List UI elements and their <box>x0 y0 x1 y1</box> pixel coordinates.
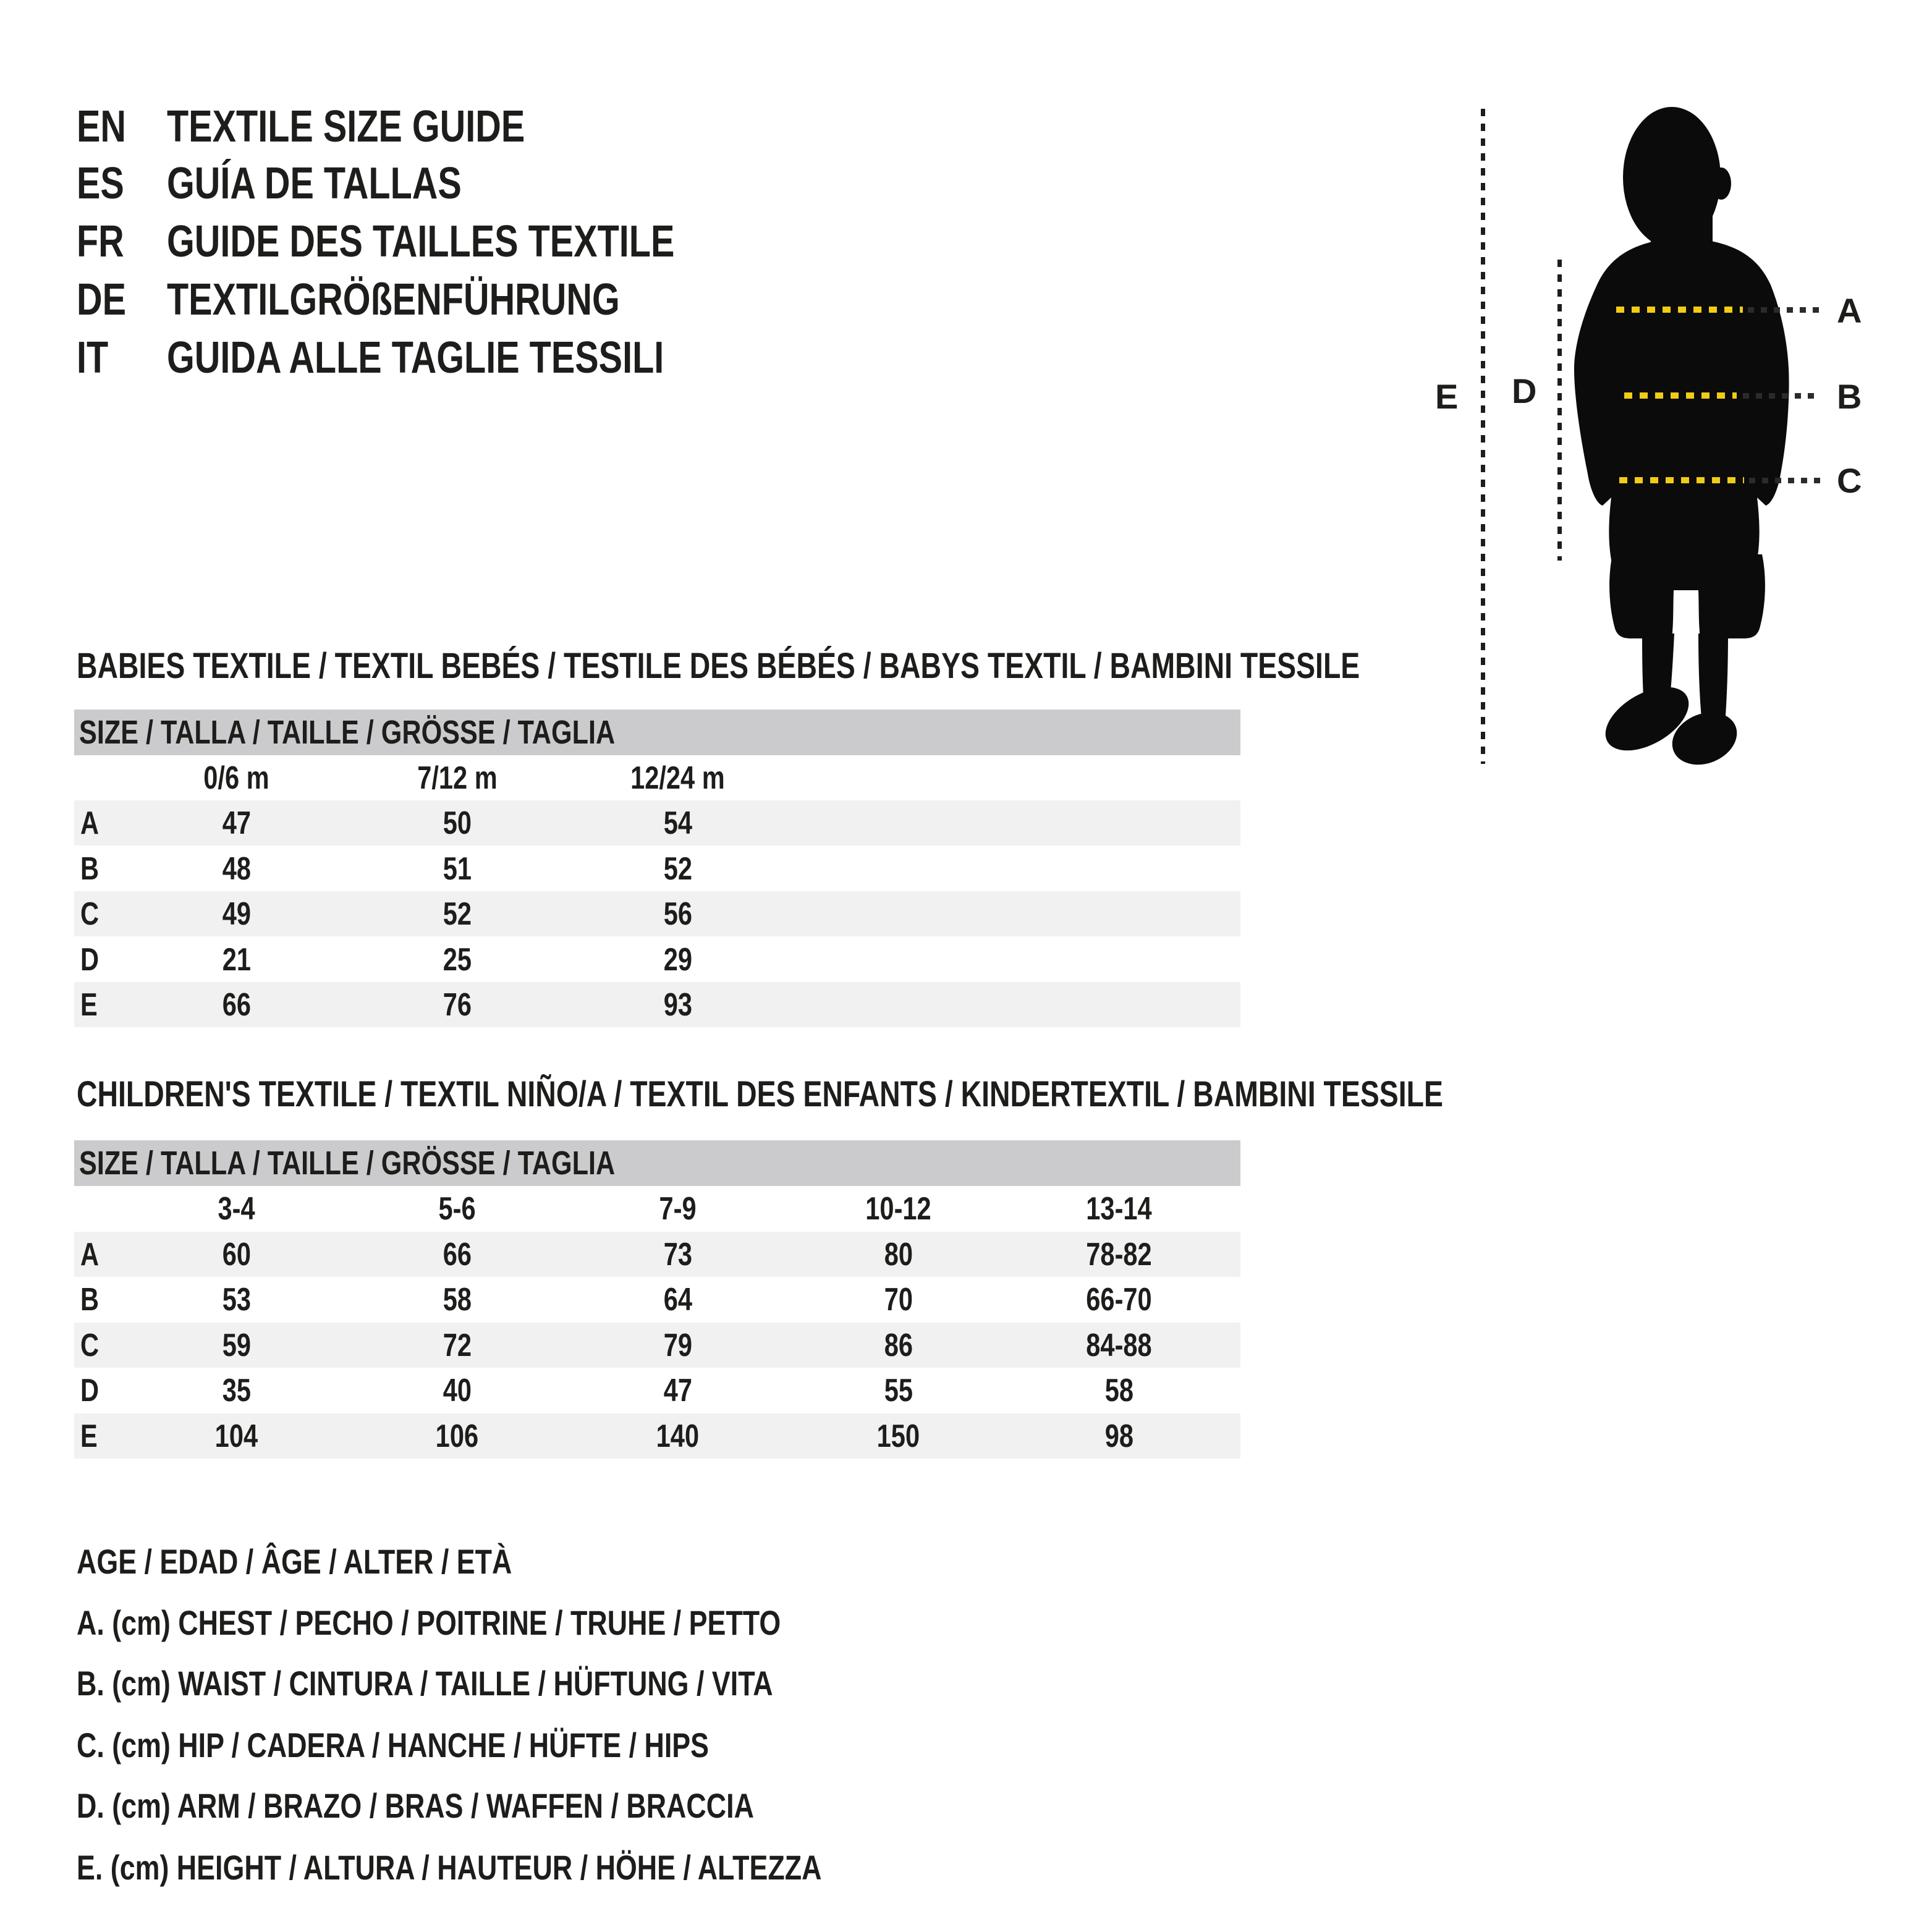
row-label: E <box>80 986 98 1023</box>
legend-line-chest: A. (cm) CHEST / PECHO / POITRINE / TRUHE / PETTO <box>77 1603 781 1642</box>
silhouette-ear <box>1711 167 1731 200</box>
table-row-babies-a <box>74 800 1240 845</box>
language-row-es <box>77 159 535 208</box>
column-header: 12/24 m <box>630 760 725 796</box>
table-cell: 60 <box>222 1236 251 1273</box>
language-row-en <box>77 103 614 151</box>
size-header-label: SIZE / TALLA / TAILLE / GRÖSSE / TAGLIA <box>79 1145 616 1182</box>
row-label: D <box>80 941 100 978</box>
row-label: B <box>80 850 100 887</box>
language-code: EN <box>77 102 127 151</box>
table-cell: 55 <box>884 1372 913 1409</box>
table-cell: 66-70 <box>1086 1281 1152 1318</box>
language-title: GUIDE DES TAILLES TEXTILE <box>167 217 675 266</box>
table-cell: 98 <box>1104 1418 1133 1454</box>
table-cell: 106 <box>435 1418 479 1454</box>
table-cell: 80 <box>884 1236 913 1273</box>
row-label: C <box>80 896 100 932</box>
legend-line-height: E. (cm) HEIGHT / ALTURA / HAUTEUR / HÖHE / ALTEZZA <box>77 1848 822 1887</box>
height-measure-label-e: E <box>1435 377 1459 416</box>
column-header: 10-12 <box>865 1190 931 1227</box>
waist-measure-line-yellow <box>1624 392 1737 399</box>
children-section-title: CHILDREN'S TEXTILE / TEXTIL NIÑO/A / TEXTIL DES ENFANTS / KINDERTEXTIL / BAMBINI TESSILE <box>77 1074 1443 1114</box>
table-row-children-d <box>74 1368 1240 1413</box>
language-title: TEXTILGRÖßENFÜHRUNG <box>167 275 620 324</box>
language-title: GUÍA DE TALLAS <box>167 159 462 208</box>
chest-measure-line-yellow <box>1616 307 1743 313</box>
language-row-it <box>77 334 788 382</box>
waist-measure-line-dark <box>1743 393 1821 399</box>
column-header: 7/12 m <box>417 760 498 796</box>
row-label: A <box>80 1236 100 1273</box>
language-row-de <box>77 276 733 324</box>
table-cell: 29 <box>663 941 692 978</box>
table-cell: 79 <box>663 1327 692 1363</box>
table-cell: 76 <box>443 986 472 1023</box>
babies-column-header-row <box>74 755 1240 800</box>
silhouette-right-leg <box>1698 633 1728 725</box>
language-title: TEXTILE SIZE GUIDE <box>167 102 525 151</box>
table-cell: 86 <box>884 1327 913 1363</box>
table-cell: 50 <box>443 805 472 841</box>
table-row-children-e <box>74 1413 1240 1459</box>
table-cell: 52 <box>663 850 692 887</box>
table-cell: 150 <box>876 1418 920 1454</box>
table-cell: 25 <box>443 941 472 978</box>
legend-line-hip: C. (cm) HIP / CADERA / HANCHE / HÜFTE / HIPS <box>77 1726 710 1765</box>
language-code: DE <box>77 275 127 324</box>
table-cell: 40 <box>443 1372 472 1409</box>
table-cell: 66 <box>222 986 251 1023</box>
column-header: 3-4 <box>218 1190 255 1227</box>
table-cell: 53 <box>222 1281 251 1318</box>
chest-measure-line-dark <box>1748 307 1821 313</box>
size-header-label: SIZE / TALLA / TAILLE / GRÖSSE / TAGLIA <box>79 714 616 751</box>
children-column-header-row <box>74 1186 1240 1231</box>
hip-measure-label-c: C <box>1837 461 1862 500</box>
table-cell: 58 <box>443 1281 472 1318</box>
column-header: 13-14 <box>1086 1190 1152 1227</box>
row-label: E <box>80 1418 98 1454</box>
language-code: IT <box>77 333 109 383</box>
table-cell: 59 <box>222 1327 251 1363</box>
table-row-babies-e <box>74 982 1240 1027</box>
silhouette-shirt <box>1574 239 1789 563</box>
table-row-children-a <box>74 1232 1240 1277</box>
table-cell: 84-88 <box>1086 1327 1152 1363</box>
table-cell: 93 <box>663 986 692 1023</box>
language-row-fr <box>77 218 802 266</box>
table-cell: 70 <box>884 1281 913 1318</box>
arm-measure-label-d: D <box>1512 371 1537 410</box>
table-cell: 54 <box>663 805 692 841</box>
waist-measure-label-b: B <box>1837 377 1862 416</box>
table-cell: 64 <box>663 1281 692 1318</box>
table-cell: 48 <box>222 850 251 887</box>
table-row-babies-b <box>74 846 1240 891</box>
language-code: ES <box>77 159 124 208</box>
table-cell: 140 <box>656 1418 700 1454</box>
column-header: 7-9 <box>659 1190 697 1227</box>
table-cell: 56 <box>663 896 692 932</box>
hip-measure-line-dark <box>1749 478 1821 483</box>
column-header: 5-6 <box>438 1190 476 1227</box>
table-cell: 58 <box>1104 1372 1133 1409</box>
silhouette-shorts <box>1609 554 1765 638</box>
children-size-header-bar <box>74 1140 1240 1186</box>
table-row-children-c <box>74 1323 1240 1368</box>
language-title: GUIDA ALLE TAGLIE TESSILI <box>167 333 664 383</box>
table-cell: 21 <box>222 941 251 978</box>
arm-dotted-line-d <box>1557 260 1562 561</box>
row-label: A <box>80 805 100 841</box>
table-cell: 35 <box>222 1372 251 1409</box>
table-cell: 47 <box>222 805 251 841</box>
table-cell: 78-82 <box>1086 1236 1152 1273</box>
row-label: B <box>80 1281 100 1318</box>
table-cell: 104 <box>214 1418 258 1454</box>
table-row-babies-d <box>74 937 1240 982</box>
legend-line-age: AGE / EDAD / ÂGE / ALTER / ETÀ <box>77 1542 512 1581</box>
row-label: C <box>80 1327 100 1363</box>
table-cell: 66 <box>443 1236 472 1273</box>
babies-size-header-bar <box>74 710 1240 755</box>
table-row-babies-c <box>74 891 1240 936</box>
row-label: D <box>80 1372 100 1409</box>
language-code: FR <box>77 217 124 266</box>
chest-measure-label-a: A <box>1837 291 1862 330</box>
table-cell: 47 <box>663 1372 692 1409</box>
table-row-children-b <box>74 1277 1240 1322</box>
legend-line-arm: D. (cm) ARM / BRAZO / BRAS / WAFFEN / BRACCIA <box>77 1786 754 1825</box>
legend-line-waist: B. (cm) WAIST / CINTURA / TAILLE / HÜFTUNG / VITA <box>77 1664 773 1703</box>
babies-section-title: BABIES TEXTILE / TEXTIL BEBÉS / TESTILE DES BÉBÉS / BABYS TEXTIL / BAMBINI TESSILE <box>77 646 1360 686</box>
table-cell: 52 <box>443 896 472 932</box>
hip-measure-line-yellow <box>1619 477 1744 483</box>
table-cell: 73 <box>663 1236 692 1273</box>
table-cell: 49 <box>222 896 251 932</box>
column-header: 0/6 m <box>203 760 269 796</box>
table-cell: 51 <box>443 850 472 887</box>
table-cell: 72 <box>443 1327 472 1363</box>
